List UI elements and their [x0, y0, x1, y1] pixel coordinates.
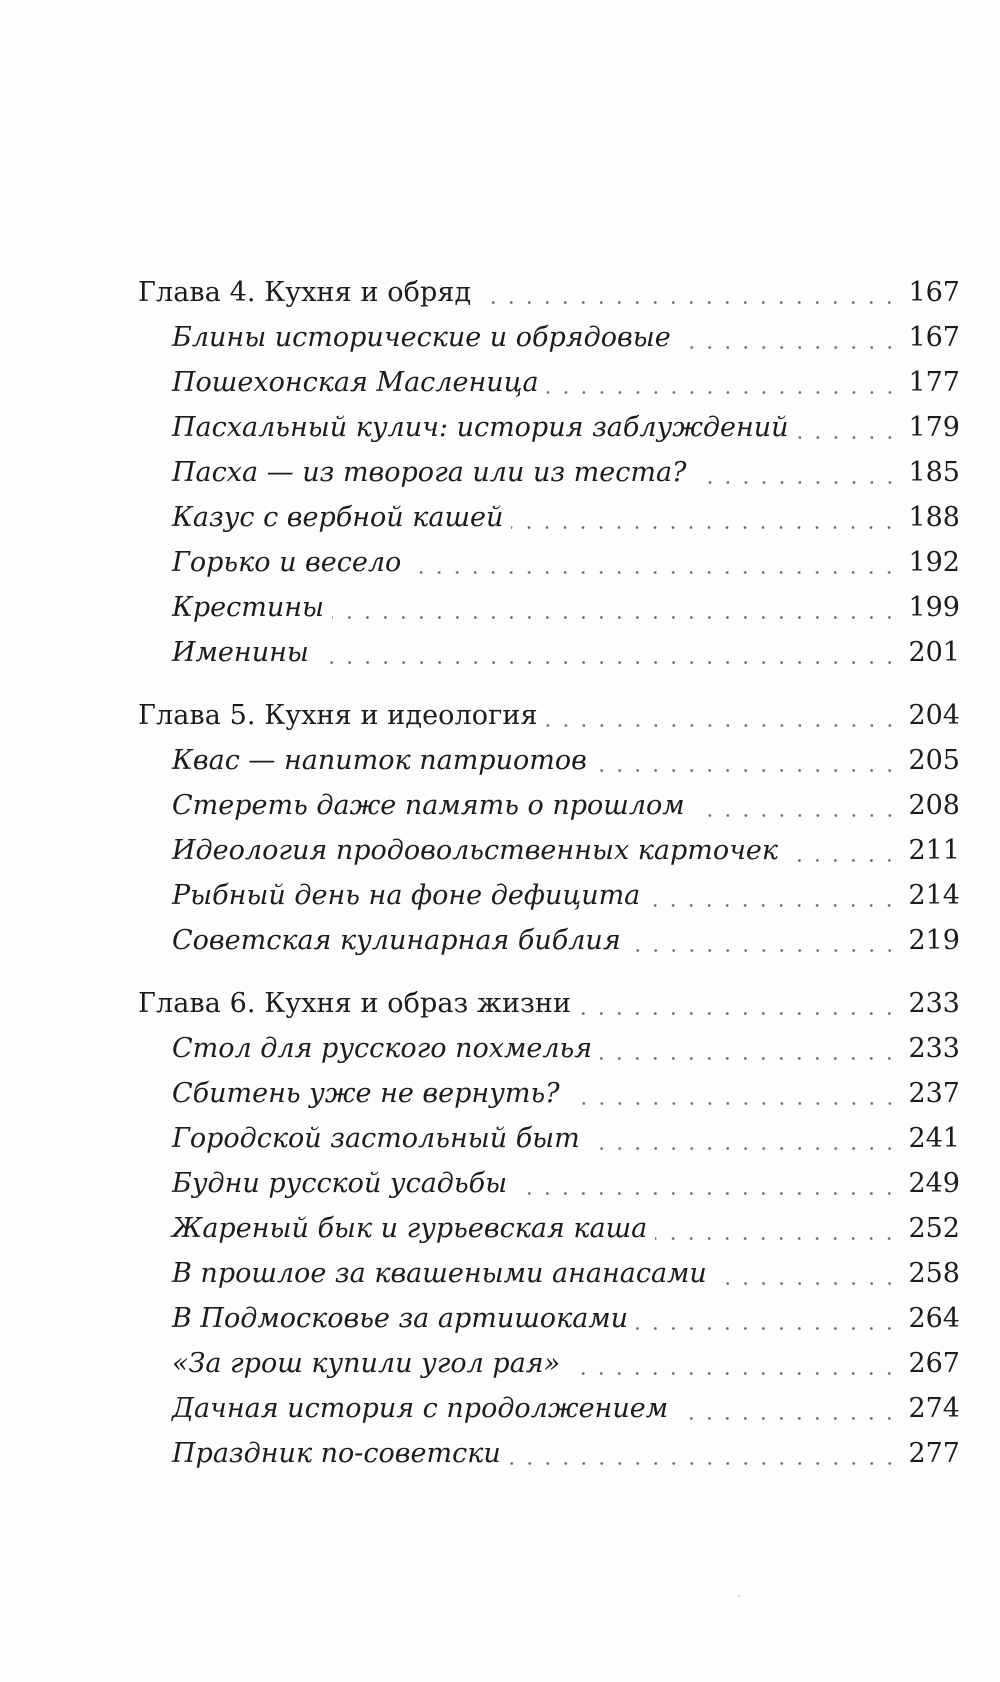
page-number: 211: [908, 835, 960, 866]
entry-title: Праздник по-советски: [172, 1438, 501, 1469]
entry-title: Рыбный день на фоне дефицита: [172, 880, 641, 911]
entry-title: Горько и весело: [172, 547, 402, 578]
dot-leader: [515, 1192, 898, 1195]
toc-entry[interactable]: [138, 1161, 960, 1206]
page-number: 167: [908, 322, 960, 353]
page-number: 204: [908, 700, 960, 731]
page-number: 274: [908, 1393, 960, 1424]
chapter-heading[interactable]: [138, 981, 960, 1026]
dot-leader: [588, 1147, 899, 1150]
page-number: 192: [908, 547, 960, 578]
page-number: 233: [908, 988, 960, 1019]
entry-title: Крестины: [172, 592, 325, 623]
toc-entry[interactable]: [138, 828, 960, 873]
page-number: 205: [908, 745, 960, 776]
dot-leader: [693, 814, 899, 817]
page-number: 214: [908, 880, 960, 911]
page-number: 208: [908, 790, 960, 821]
entry-title: Пасха — из творога или из теста?: [172, 457, 687, 488]
toc-entry[interactable]: [138, 738, 960, 783]
toc-entry[interactable]: [138, 495, 960, 540]
page-number: 199: [908, 592, 960, 623]
page-number: 241: [908, 1123, 960, 1154]
toc-entry[interactable]: [138, 1206, 960, 1251]
entry-title: «За грош купили угол рая»: [172, 1348, 561, 1379]
toc-entry[interactable]: [138, 783, 960, 828]
toc-entry[interactable]: [138, 873, 960, 918]
dot-leader: [679, 346, 899, 349]
toc-entry[interactable]: [138, 360, 960, 405]
entry-title: Стол для русского похмелья: [172, 1033, 593, 1064]
entry-title: Стереть даже память о прошлом: [172, 790, 685, 821]
entry-title: Дачная история с продолжением: [172, 1393, 669, 1424]
toc-entry[interactable]: [138, 585, 960, 630]
dot-leader: [676, 1417, 898, 1420]
dot-leader: [797, 436, 899, 439]
dot-leader: [317, 661, 899, 664]
page-number: 201: [908, 637, 960, 668]
toc-entry[interactable]: [138, 1341, 960, 1386]
chapter-title: Глава 5. Кухня и идеология: [138, 700, 538, 731]
entry-title: В прошлое за квашеными ананасами: [172, 1258, 707, 1289]
entry-title: Казус с вербной кашей: [172, 502, 504, 533]
page-number: 237: [908, 1078, 960, 1109]
toc-entry[interactable]: [138, 1116, 960, 1161]
chapter-heading[interactable]: [138, 270, 960, 315]
dot-leader: [546, 724, 899, 727]
toc-entry[interactable]: [138, 1386, 960, 1431]
entry-title: В Подмосковье за артишоками: [172, 1303, 629, 1334]
page-number: 267: [908, 1348, 960, 1379]
dot-leader: [786, 859, 898, 862]
dot-leader: [332, 616, 898, 619]
toc-entry[interactable]: [138, 315, 960, 360]
paper-speck: [738, 1595, 740, 1597]
page-number: 233: [908, 1033, 960, 1064]
toc-entry[interactable]: [138, 1431, 960, 1476]
toc-entry[interactable]: [138, 630, 960, 675]
entry-title: Советская кулинарная библия: [172, 925, 621, 956]
dot-leader: [509, 1462, 899, 1465]
entry-title: Пошехонская Масленица: [172, 367, 539, 398]
table-of-contents: [138, 270, 960, 1494]
page-number: 167: [908, 277, 960, 308]
dot-leader: [600, 1057, 898, 1060]
dot-leader: [511, 526, 898, 529]
chapter-6: [138, 981, 960, 1476]
dot-leader: [595, 769, 899, 772]
entry-title: Будни русской усадьбы: [172, 1168, 508, 1199]
page-number: 277: [908, 1438, 960, 1469]
entry-title: Жареный бык и гурьевская каша: [172, 1213, 648, 1244]
page-number: 249: [908, 1168, 960, 1199]
toc-entry[interactable]: [138, 1251, 960, 1296]
chapter-title: Глава 4. Кухня и обряд: [138, 277, 472, 308]
toc-entry[interactable]: [138, 405, 960, 450]
page-number: 264: [908, 1303, 960, 1334]
chapter-heading[interactable]: [138, 693, 960, 738]
page-number: 219: [908, 925, 960, 956]
page-number: 258: [908, 1258, 960, 1289]
chapter-4: [138, 270, 960, 675]
entry-title: Именины: [172, 637, 309, 668]
toc-entry[interactable]: [138, 1071, 960, 1116]
toc-entry[interactable]: [138, 540, 960, 585]
chapter-title: Глава 6. Кухня и образ жизни: [138, 988, 572, 1019]
entry-title: Городской застольный быт: [172, 1123, 580, 1154]
page-number: 185: [908, 457, 960, 488]
toc-entry[interactable]: [138, 918, 960, 963]
toc-entry[interactable]: [138, 450, 960, 495]
dot-leader: [648, 904, 898, 907]
entry-title: Блины исторические и обрядовые: [172, 322, 671, 353]
dot-leader: [409, 571, 898, 574]
dot-leader: [568, 1102, 899, 1105]
dot-leader: [715, 1282, 899, 1285]
toc-entry[interactable]: [138, 1296, 960, 1341]
dot-leader: [547, 391, 899, 394]
toc-entry[interactable]: [138, 1026, 960, 1071]
entry-title: Идеология продовольственных карточек: [172, 835, 779, 866]
dot-leader: [568, 1372, 898, 1375]
page-number: 252: [908, 1213, 960, 1244]
dot-leader: [636, 1327, 898, 1330]
page-number: 177: [908, 367, 960, 398]
entry-title: Сбитень уже не вернуть?: [172, 1078, 560, 1109]
dot-leader: [479, 301, 898, 304]
chapter-5: [138, 693, 960, 963]
page-number: 179: [908, 412, 960, 443]
entry-title: Пасхальный кулич: история заблуждений: [172, 412, 789, 443]
page-number: 188: [908, 502, 960, 533]
dot-leader: [695, 481, 899, 484]
entry-title: Квас — напиток патриотов: [172, 745, 587, 776]
dot-leader: [629, 949, 899, 952]
dot-leader: [579, 1012, 898, 1015]
dot-leader: [655, 1237, 898, 1240]
